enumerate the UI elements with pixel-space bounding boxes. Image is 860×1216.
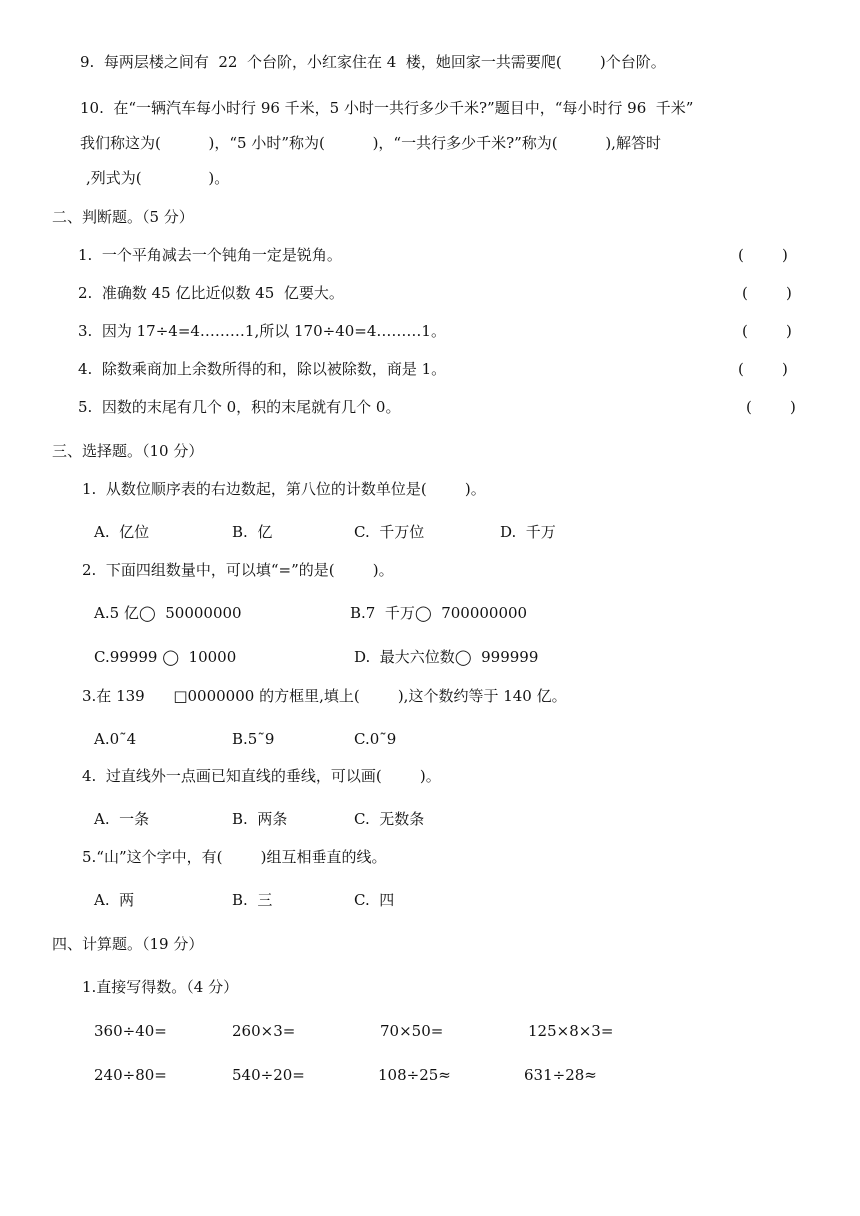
question-10-line-1: 10. 在“一辆汽车每小时行 96 千米，5 小时一共行多少千米?”题目中，“每小时行 96 千米” [80,99,694,117]
choice-q3-stem: 3.在 139 □0000000 的方框里,填上( ),这个数约等于 140 亿。 [82,687,567,705]
choice-q2-stem: 2. 下面四组数量中，可以填“=”的是( )。 [82,561,394,579]
judge-answer-1[interactable]: ( ) [738,246,788,264]
judge-answer-5[interactable]: ( ) [746,398,796,416]
choice-q3-option-c[interactable]: C.0˜9 [354,730,397,748]
choice-q1-option-a[interactable]: A. 亿位 [94,523,150,541]
judge-answer-2[interactable]: ( ) [742,284,792,302]
choice-q2-option-c[interactable]: C.99999 ◯ 10000 [94,648,237,666]
judge-answer-3[interactable]: ( ) [742,322,792,340]
choice-q4-option-a[interactable]: A. 一条 [94,810,150,828]
calc-row1-item3: 70×50= [380,1022,444,1040]
section-heading-choice: 三、选择题。（10 分） [52,442,204,460]
section-heading-calc: 四、计算题。（19 分） [52,935,204,953]
choice-q2-option-b[interactable]: B.7 千万◯ 700000000 [350,604,528,622]
calc-row2-item2: 540÷20= [232,1066,305,1084]
judge-item-4: 4. 除数乘商加上余数所得的和，除以被除数，商是 1。 [78,360,447,378]
judge-answer-4[interactable]: ( ) [738,360,788,378]
calc-row2-item3: 108÷25≈ [378,1066,451,1084]
calc-row1-item1: 360÷40= [94,1022,167,1040]
calc-row2-item1: 240÷80= [94,1066,167,1084]
calc-row1-item2: 260×3= [232,1022,296,1040]
question-10-line-2: 我们称这为( )，“5 小时”称为( )，“一共行多少千米?”称为( ),解答时 [80,134,661,152]
choice-q1-stem: 1. 从数位顺序表的右边数起，第八位的计数单位是( )。 [82,480,486,498]
choice-q4-option-c[interactable]: C. 无数条 [354,810,425,828]
choice-q5-stem: 5.“山”这个字中，有( )组互相垂直的线。 [82,848,387,866]
choice-q1-option-d[interactable]: D. 千万 [500,523,556,541]
choice-q5-option-c[interactable]: C. 四 [354,891,395,909]
choice-q3-option-b[interactable]: B.5˜9 [232,730,275,748]
choice-q1-option-b[interactable]: B. 亿 [232,523,273,541]
calc-sub-heading: 1.直接写得数。（4 分） [82,978,239,996]
calc-row2-item4: 631÷28≈ [524,1066,597,1084]
choice-q2-option-d[interactable]: D. 最大六位数◯ 999999 [354,648,539,666]
choice-q5-option-b[interactable]: B. 三 [232,891,273,909]
judge-item-2: 2. 准确数 45 亿比近似数 45 亿要大。 [78,284,344,302]
section-heading-judge: 二、判断题。（5 分） [52,208,194,226]
choice-q3-option-a[interactable]: A.0˜4 [94,730,137,748]
judge-item-3: 3. 因为 17÷4=4………1,所以 170÷40=4………1。 [78,322,446,340]
choice-q1-option-c[interactable]: C. 千万位 [354,523,425,541]
choice-q4-option-b[interactable]: B. 两条 [232,810,288,828]
judge-item-5: 5. 因数的末尾有几个 0，积的末尾就有几个 0。 [78,398,401,416]
calc-row1-item4: 125×8×3= [528,1022,614,1040]
choice-q5-option-a[interactable]: A. 两 [94,891,135,909]
choice-q2-option-a[interactable]: A.5 亿◯ 50000000 [94,604,242,622]
judge-item-1: 1. 一个平角减去一个钝角一定是锐角。 [78,246,342,264]
question-9: 9. 每两层楼之间有 22 个台阶，小红家住在 4 楼，她回家一共需要爬( )个台阶。 [80,53,666,71]
choice-q4-stem: 4. 过直线外一点画已知直线的垂线，可以画( )。 [82,767,441,785]
question-10-line-3: ,列式为( )。 [86,169,230,187]
